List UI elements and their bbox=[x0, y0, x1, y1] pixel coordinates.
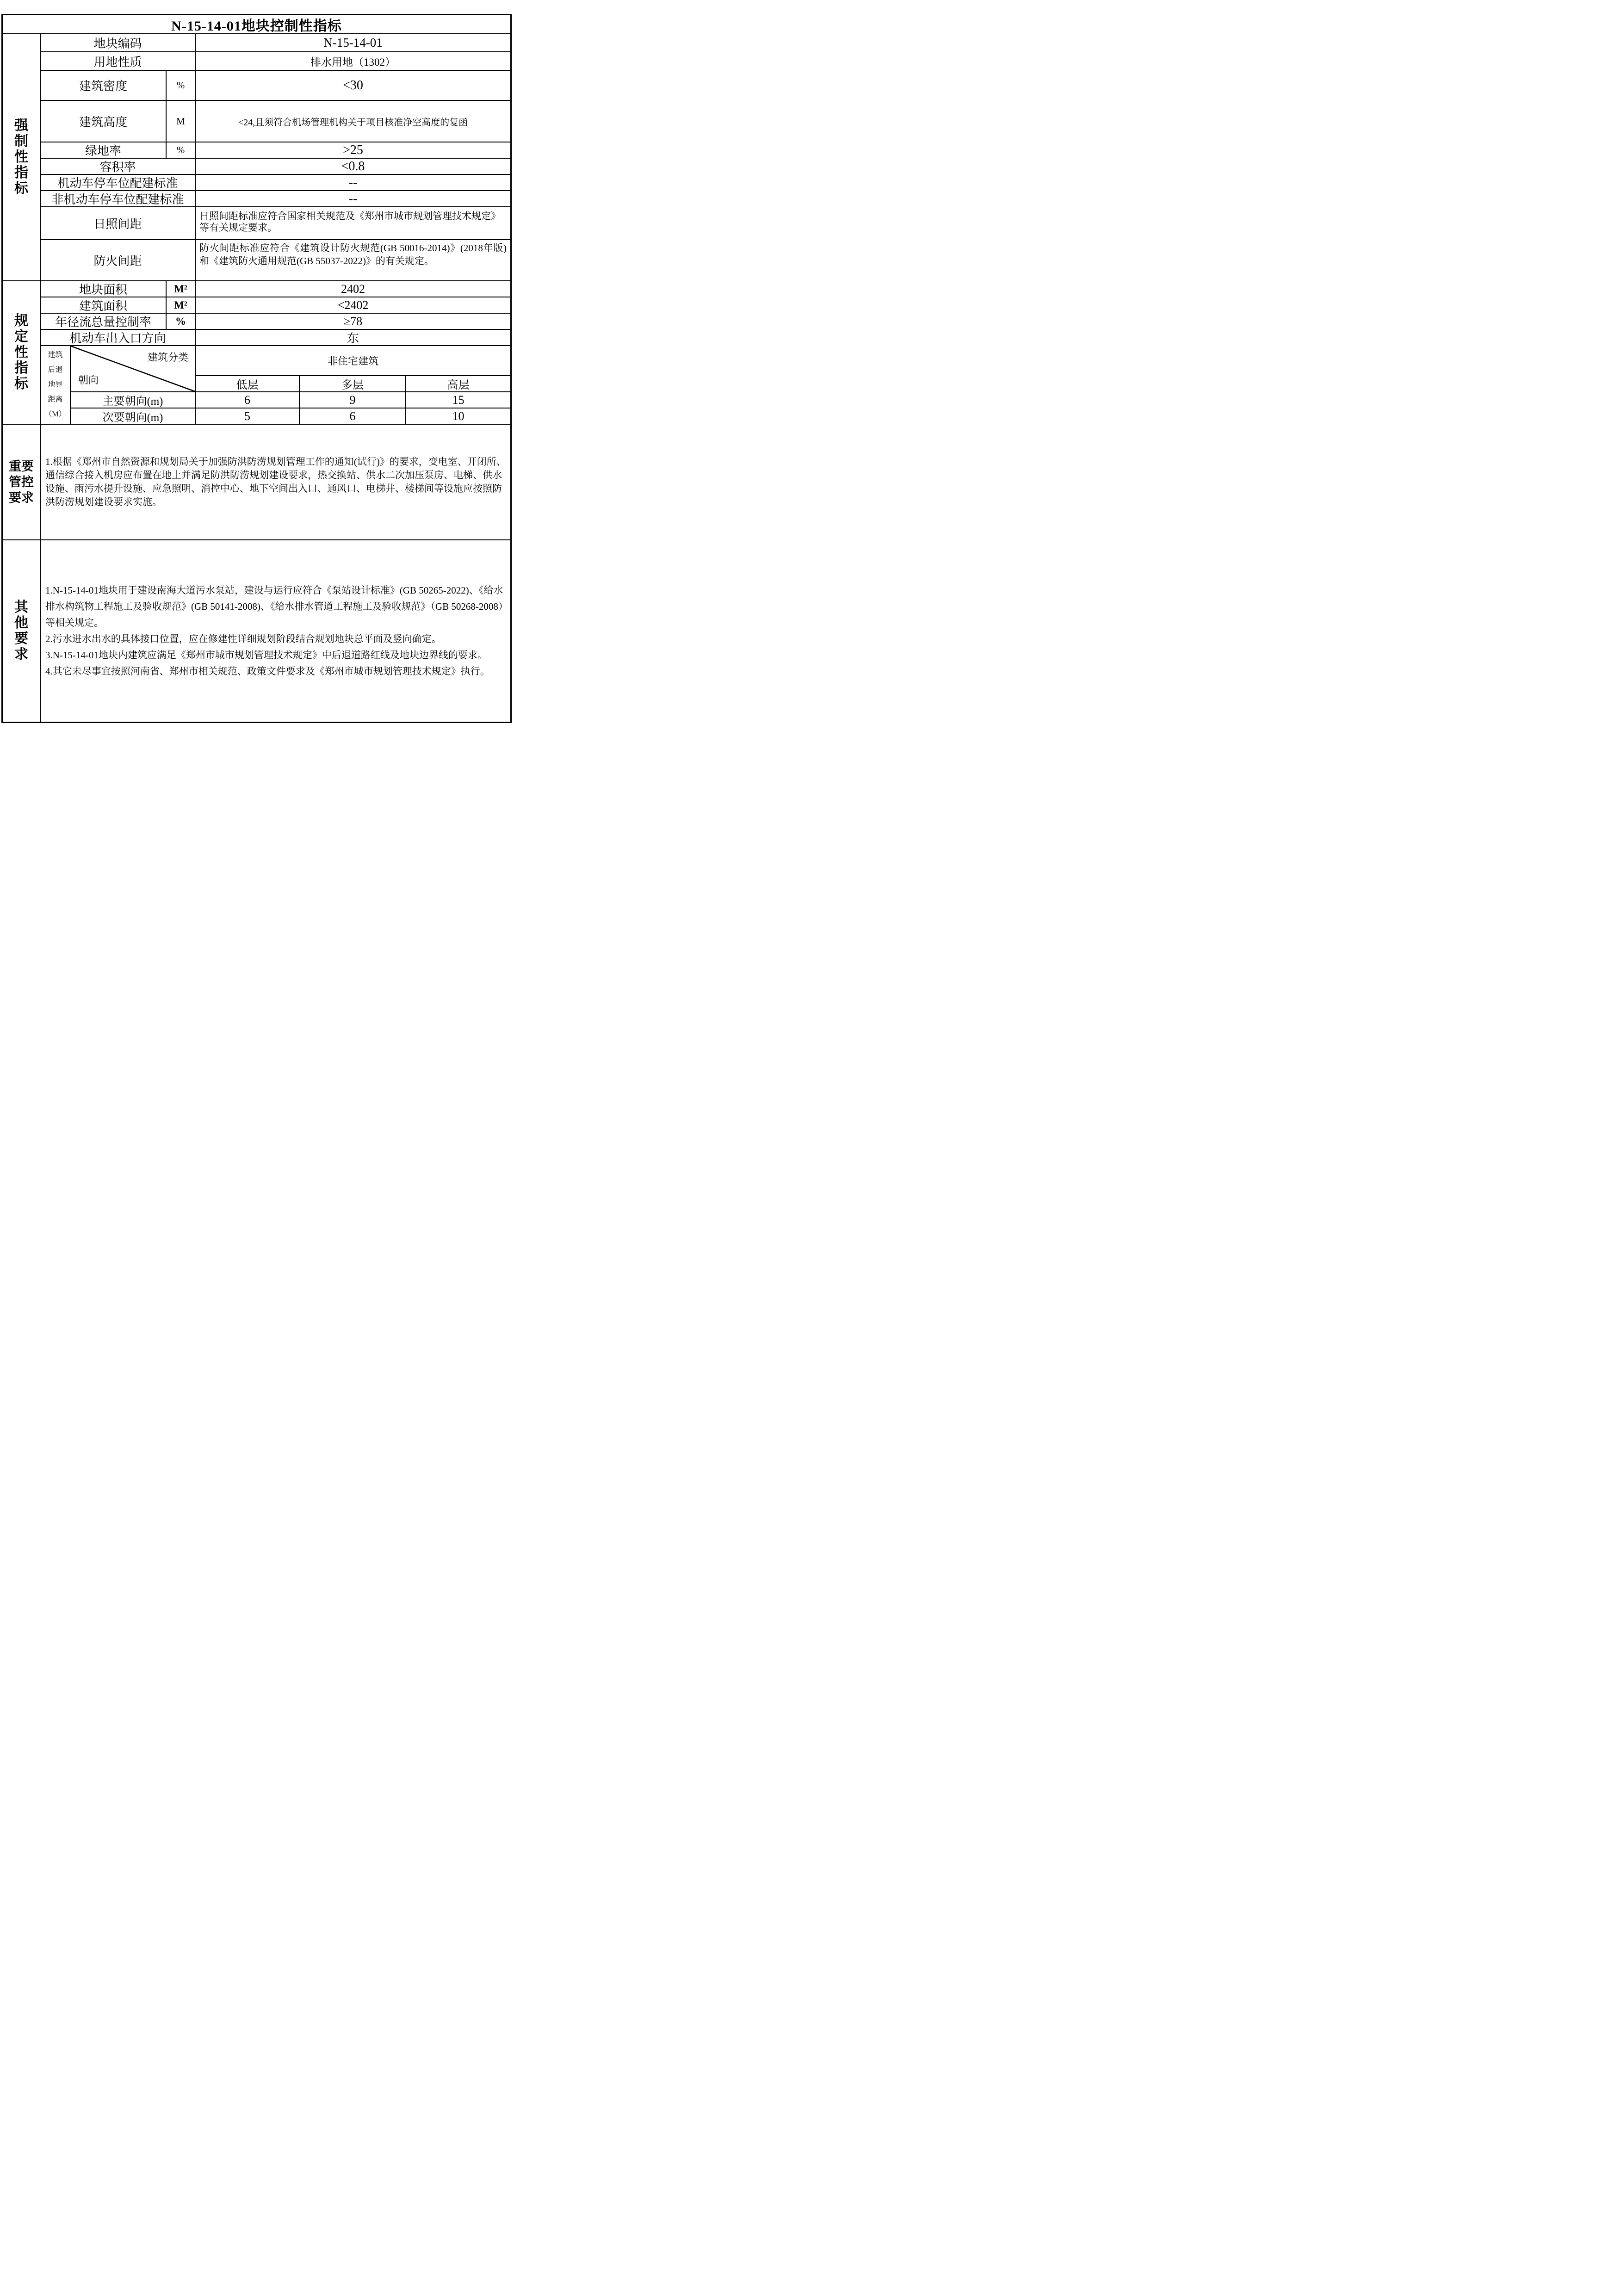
setback-column-high-rise: 高层 bbox=[406, 376, 510, 392]
row-label-plot-code: 地块编码 bbox=[41, 34, 196, 52]
control-requirements-text bbox=[41, 425, 510, 540]
setback-diagonal-header bbox=[71, 346, 196, 392]
indicator-table-sheet bbox=[1, 14, 509, 723]
other-requirements-text: 1.N-15-14-01地块用于建设南海大道污水泵站，建设与运行应符合《泵站设计标准》(GB 50265-2022)、《给水排水构筑物工程施工及验收规范》(GB 50141-2008)、《给水排水管道工程施工及验收规范》（GB 50268-2008）等相关规定。 2.污水进水出水的具体接口位置，应在修建性详细规划阶段结合规划地块总平面及竖向确定。 3.N-15-14-01地块内建筑应满足《郑州市城市规划管理技术规定》中后退道路红线及地块边界线的要求。 4.其它未尽事宜按照河南省、郑州市相关规范、政策文件要求及《郑州市城市规划管理技术规定》执行。 bbox=[45, 585, 503, 677]
section-header-prescriptive: 规 定 性 指 标 bbox=[3, 281, 41, 425]
row-label-land-use: 用地性质 bbox=[41, 52, 196, 71]
indicator-table bbox=[1, 14, 512, 723]
setback-secondary-high: 10 bbox=[406, 408, 510, 425]
unit-building-area: M² bbox=[167, 297, 196, 314]
unit-building-density: % bbox=[167, 71, 196, 101]
setback-primary-high: 15 bbox=[406, 392, 510, 408]
diagonal-label-orientation: 朝向 bbox=[78, 374, 99, 386]
row-label-building-density: 建筑密度 bbox=[41, 71, 167, 101]
setback-primary-multi: 9 bbox=[300, 392, 406, 408]
value-motor-parking: -- bbox=[196, 175, 510, 191]
setback-row-label-primary: 主要朝向(m) bbox=[71, 392, 196, 408]
row-label-motor-parking: 机动车停车位配建标准 bbox=[41, 175, 196, 191]
row-label-plot-ratio: 容积率 bbox=[41, 159, 196, 175]
row-label-building-height: 建筑高度 bbox=[41, 101, 167, 142]
page-title: N-15-14-01地块控制性指标 bbox=[3, 15, 510, 34]
setback-secondary-multi: 6 bbox=[300, 408, 406, 425]
row-label-plot-area: 地块面积 bbox=[41, 281, 167, 297]
section-header-other-requirements: 其 他 要 求 bbox=[3, 540, 41, 722]
unit-runoff-control: % bbox=[167, 314, 196, 330]
row-label-building-area: 建筑面积 bbox=[41, 297, 167, 314]
unit-green-ratio: % bbox=[167, 142, 196, 159]
row-label-runoff-control: 年径流总量控制率 bbox=[41, 314, 167, 330]
unit-building-height: M bbox=[167, 101, 196, 142]
unit-plot-area: M² bbox=[167, 281, 196, 297]
setback-column-low-rise: 低层 bbox=[196, 376, 300, 392]
value-building-density: <30 bbox=[196, 71, 510, 101]
row-label-sunlight-spacing: 日照间距 bbox=[41, 207, 196, 240]
value-plot-code: N-15-14-01 bbox=[196, 34, 510, 52]
value-sunlight-spacing: 日照间距标准应符合国家相关规范及《郑州市城市规划管理技术规定》等有关规定要求。 bbox=[196, 207, 510, 240]
section-header-mandatory: 强 制 性 指 标 bbox=[3, 34, 41, 281]
setback-row-header: 建筑 后退 地界 距离 （M） bbox=[41, 346, 71, 425]
value-green-ratio: >25 bbox=[196, 142, 510, 159]
row-label-green-ratio: 绿地率 bbox=[41, 142, 167, 159]
value-nonmotor-parking: -- bbox=[196, 191, 510, 207]
value-fire-spacing: 防火间距标准应符合《建筑设计防火规范(GB 50016-2014)》(2018年版)和《建筑防火通用规范(GB 55037-2022)》的有关规定。 bbox=[196, 240, 510, 281]
value-building-height: <24,且须符合机场管理机构关于项目核准净空高度的复函 bbox=[196, 101, 510, 142]
value-plot-ratio: <0.8 bbox=[196, 159, 510, 175]
diagonal-label-building-class: 建筑分类 bbox=[147, 352, 188, 363]
row-label-fire-spacing: 防火间距 bbox=[41, 240, 196, 281]
setback-row-label-secondary: 次要朝向(m) bbox=[71, 408, 196, 425]
section-header-control-requirements: 重要 管控 要求 bbox=[3, 425, 41, 540]
row-label-nonmotor-parking: 非机动车停车位配建标准 bbox=[41, 191, 196, 207]
setback-column-multi-storey: 多层 bbox=[300, 376, 406, 392]
value-runoff-control: ≥78 bbox=[196, 314, 510, 330]
row-label-vehicle-access: 机动车出入口方向 bbox=[41, 330, 196, 346]
setback-category-header: 非住宅建筑 bbox=[196, 346, 510, 376]
setback-secondary-low: 5 bbox=[196, 408, 300, 425]
control-requirements-paragraph: 1.根据《郑州市自然资源和规划局关于加强防洪防涝规划管理工作的通知(试行)》的要求，变电室、开闭所、通信综合接入机房应布置在地上并满足防洪防涝规划建设要求，热交换站、供水二次加压泵房、电梯、供水设施、雨污水提升设施、应急照明、消控中心、地下空间出入口、通风口、电梯井、楼梯间等设施应按照防洪防涝规划建设要求实施。 bbox=[45, 456, 506, 507]
value-land-use: 排水用地（1302） bbox=[196, 52, 510, 71]
setback-primary-low: 6 bbox=[196, 392, 300, 408]
value-building-area: <2402 bbox=[196, 297, 510, 314]
value-plot-area: 2402 bbox=[196, 281, 510, 297]
value-vehicle-access: 东 bbox=[196, 330, 510, 346]
